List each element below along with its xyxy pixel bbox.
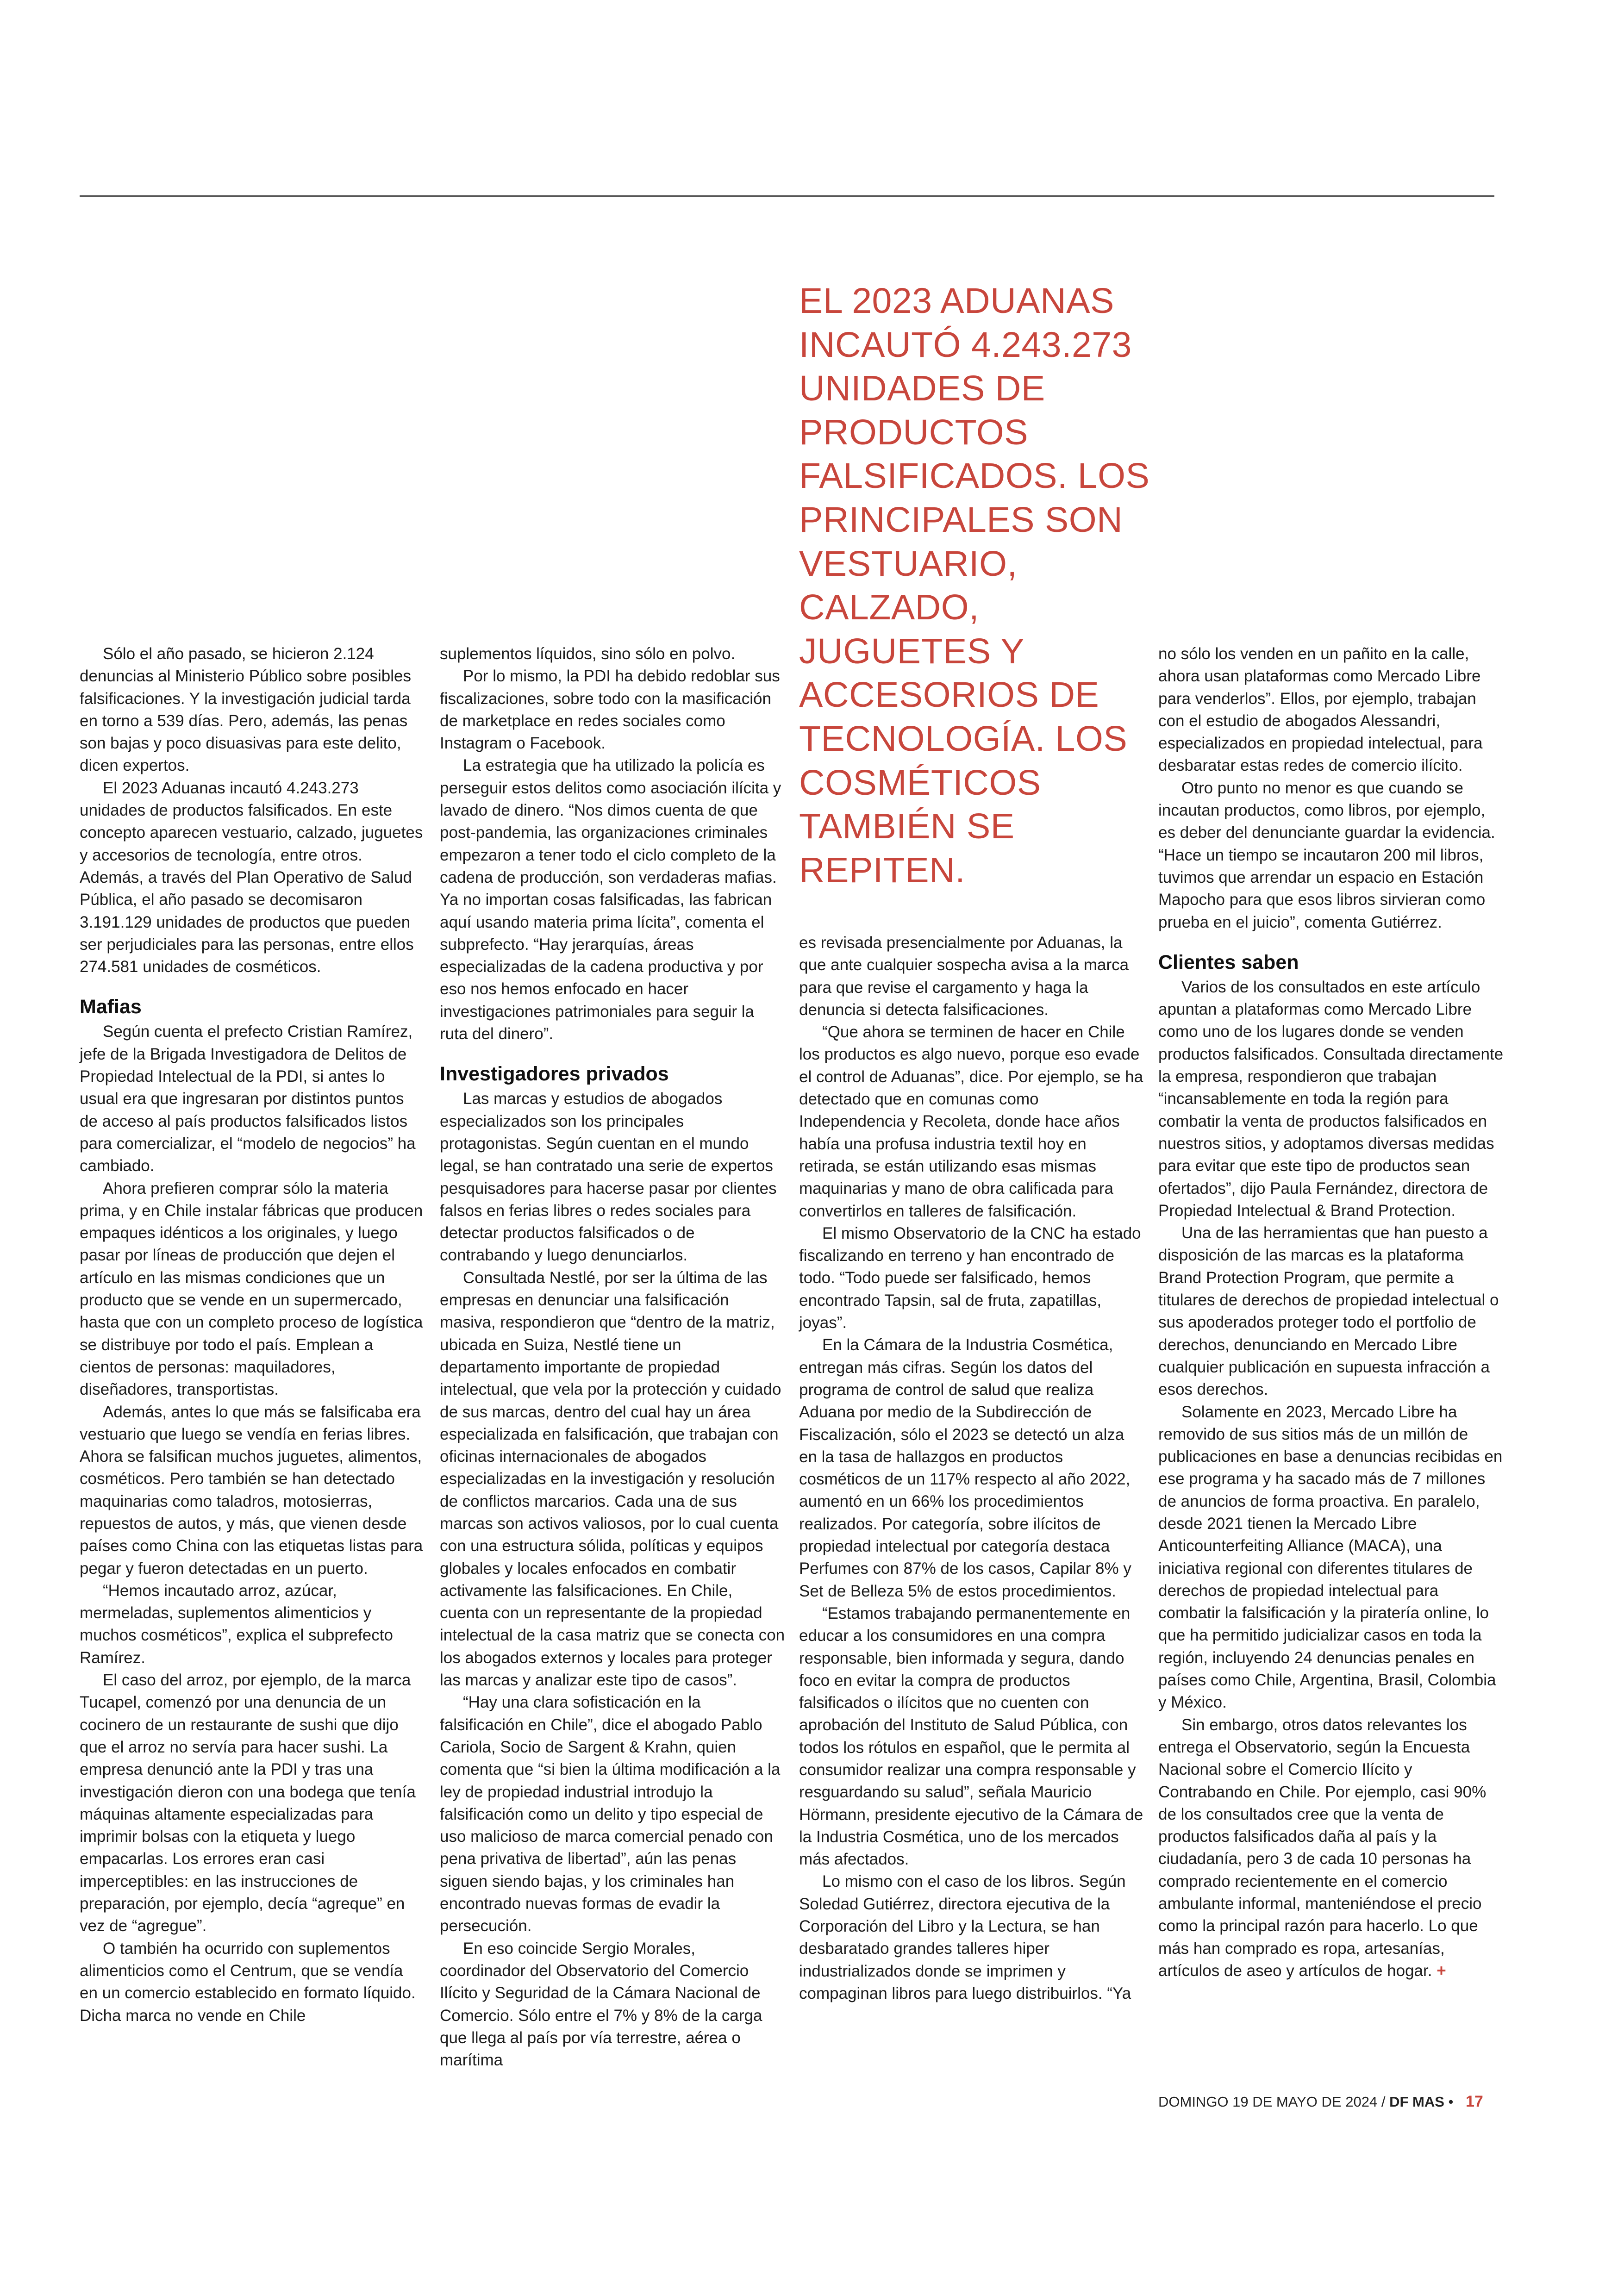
column-4 [1158,643,1504,1982]
paragraph: El 2023 Aduanas incautó 4.243.273 unidades de productos falsificados. En este concepto aparecen vestuario, calzado, juguetes y accesorios de tecnología, entre otros. Además, a través del Plan Operativo de Salud Pública, el año pasado se decomisaron 3.191.129 unidades de productos que pueden ser perjudiciales para las personas, entre ellos 274.581 unidades de cosméticos. [80,779,423,976]
paragraph: Lo mismo con el caso de los libros. Según Soledad Gutiérrez, directora ejecutiva de la Corporación del Libro y la Lectura, se han desbaratado grandes talleres hiper industrializados donde se imprimen y compaginan libros para luego distribuirlos. “Ya [799,1872,1131,2002]
paragraph: En la Cámara de la Industria Cosmética, entregan más cifras. Según los datos del programa de control de salud que realiza Aduana por medio de la Subdirección de Fiscalización, sólo el 2023 se detectó un alza en la tasa de hallazgos en productos cosméticos de un 117% respecto al año 2022, aumentó en un 66% los procedimientos realizados. Por categoría, sobre ilícitos de propiedad intelectual por categoría destaca Perfumes con 87% de los casos, Capilar 8% y Set de Belleza 5% de estos procedimientos. [799,1336,1131,1600]
paragraph: Sólo el año pasado, se hicieron 2.124 denuncias al Ministerio Público sobre posibles falsificaciones. Y la investigación judicial tarda en torno a 539 días. Pero, además, las penas son bajas y poco disuasivas para este delito, dicen expertos. [80,645,411,775]
paragraph-final [1158,1714,1504,1983]
paragraph: Según cuenta el prefecto Cristian Ramírez, jefe de la Brigada Investigadora de Delitos de Propiedad Intelectual de la PDI, si antes lo usual era que ingresaran por distintos puntos de acceso al país productos falsificados listos para comercializar, el “modelo de negocios” ha cambiado. [80,1023,416,1175]
top-rule [80,195,1494,197]
paragraph: Consultada Nestlé, por ser la última de las empresas en denunciar una falsificación masiva, respondieron que “dentro de la matriz, ubicada en Suiza, Nestlé tiene un departamento importante de propiedad intelectual, que vela por la protección y cuidado de sus marcas, dentro del cual hay un área especializada en falsificación, que trabajan con oficinas internacionales de abogados especializadas en la investigación y resolución de conflictos marcarios. Cada una de sus marcas son activos valiosos, por lo cual cuenta con una estructura sólida, políticas y equipos globales y locales enfocados en combatir activamente las falsificaciones. En Chile, cuenta con un representante de la propiedad intelectual de la casa matriz que se conecta con los abogados externos y locales para proteger las marcas y analizar este tipo de casos”. [440,1268,785,1690]
pull-quote [799,279,1151,892]
paragraph: “Hay una clara sofisticación en la falsificación en Chile”, dice el abogado Pablo Cariola, Socio de Sargent & Krahn, quien comenta que “si bien la última modificación a la ley de propiedad industrial introdujo la falsificación como un delito y tipo especial de uso malicioso de marca comercial penado con pena privativa de libertad”, aún las penas siguen siendo bajas, y los criminales han encontrado nuevas formas de evadir la persecución. [440,1693,781,1935]
paragraph: El mismo Observatorio de la CNC ha estado fiscalizando en terreno y han encontrado de todo. “Todo puede ser falsificado, hemos encontrado Tapsin, sal de fruta, zapatillas, joyas”. [799,1224,1141,1332]
section-heading-investigadores: Investigadores privados [440,1063,669,1085]
pull-quote-text: EL 2023 ADUANAS INCAUTÓ 4.243.273 UNIDADES DE PRODUCTOS FALSIFICADOS. LOS PRINCIPALES SON VESTUARIO, CALZADO, JUGUETES Y ACCESORIOS DE TECNOLOGÍA. LOS COSMÉTICOS TAMBIÉN SE REPITEN. [799,281,1150,890]
footer-date: DOMINGO 19 DE MAYO DE 2024 [1158,2094,1378,2110]
page-number: 17 [1466,2093,1483,2110]
paragraph: “Estamos trabajando permanentemente en educar a los consumidores en una compra responsable, bien informada y segura, dando foco en evitar la compra de productos falsificados o ilícitos que no cuenten con aprobación del Instituto de Salud Pública, con todos los rótulos en español, que le permita al consumidor realizar una compra responsable y resguardando su salud”, señala Mauricio Hörmann, presidente ejecutivo de la Cámara de la Industria Cosmética, uno de los mercados más afectados. [799,1604,1143,1869]
column-2 [440,643,785,2071]
paragraph: Además, antes lo que más se falsificaba era vestuario que luego se vendía en ferias libres. Ahora se falsifican muchos juguetes, alimentos, cosméticos. Pero también se han detectado maquinarias como taladros, motosierras, repuestos de autos, y más, que vienen desde países como China con las etiquetas listas para pegar y fueron detectadas en un puerto. [80,1403,423,1578]
paragraph: Solamente en 2023, Mercado Libre ha removido de sus sitios más de un millón de publicaciones en base a denuncias recibidas en ese programa y ha sacado más de 7 millones de anuncios de forma proactiva. En paralelo, desde 2021 tienen la Mercado Libre Anticounterfeiting Alliance (MACA), una iniciativa regional con diferentes titulares de derechos de propiedad intelectual para combatir la falsificación y la piratería online, lo que ha permitido judicializar casos en toda la región, incluyendo 24 denuncias penales en países como Chile, Argentina, Brasil, Colombia y México. [1158,1403,1503,1712]
footer-bullet: • [1448,2094,1454,2110]
footer-publication: DF MAS [1389,2094,1444,2110]
column-3 [799,932,1144,2005]
final-paragraph-text: Sin embargo, otros datos relevantes los entrega el Observatorio, según la Encuesta Nacional sobre el Comercio Ilícito y Contrabando en Chile. Por ejemplo, casi 90% de los consultados cree que la venta de productos falsificados daña al país y la ciudadanía, pero 3 de cada 10 personas ha comprado recientemente en el comercio ambulante informal, manteniéndose el precio como la principal razón para hacerlo. Lo que más han comprado es ropa, artesanías, artículos de aseo y artículos de hogar. [1158,1715,1487,1980]
paragraph: Las marcas y estudios de abogados especializados son los principales protagonistas. Según cuentan en el mundo legal, se han contratado una serie de expertos pesquisadores para hacerse pasar por clientes falsos en ferias libres o redes sociales para detectar productos falsificados o de contrabando y luego denunciarlos. [440,1090,777,1265]
paragraph: El caso del arroz, por ejemplo, de la marca Tucapel, comenzó por una denuncia de un cocinero de un restaurante de sushi que dijo que el arroz no servía para hacer sushi. La empresa denunció ante la PDI y tras una investigación dieron con una bodega que tenía máquinas altamente especializadas para imprimir bolsas con la etiqueta y luego empacarlas. Los errores eran casi imperceptibles: en las instrucciones de preparación, por ejemplo, decía “agreque” en vez de “agregue”. [80,1671,416,1935]
column-1 [80,643,425,2027]
page-footer [1158,2090,1494,2113]
paragraph: O también ha ocurrido con suplementos alimenticios como el Centrum, que se vendía en un comercio establecido en formato líquido. Dicha marca no vende en Chile [80,1939,416,2025]
paragraph-continued: es revisada presencialmente por Aduanas, la que ante cualquier sospecha avisa a la marca para que revise el cargamento y haga la denuncia si detecta falsificaciones. [799,934,1129,1019]
paragraph-continued: no sólo los venden en un pañito en la calle, ahora usan plataformas como Mercado Libre para venderlos”. Ellos, por ejemplo, trabajan con el estudio de abogados Alessandri, especializados en propiedad intelectual, para desbaratar estas redes de comercio ilícito. [1158,645,1483,775]
paragraph: Varios de los consultados en este artículo apuntan a plataformas como Mercado Libre como uno de los lugares donde se venden productos falsificados. Consultada directamente la empresa, respondieron que trabajan “incansablemente en toda la región para combatir la venta de productos falsificados en nuestros sitios, y adoptamos diversas medidas para evitar que este tipo de productos sean ofertados”, dijo Paula Fernández, directora de Propiedad Intelectual & Brand Protection. [1158,978,1504,1220]
section-heading-clientes: Clientes saben [1158,951,1299,973]
footer-separator: / [1381,2094,1386,2110]
paragraph: En eso coincide Sergio Morales, coordinador del Observatorio del Comercio Ilícito y Seguridad de la Cámara Nacional de Comercio. Sólo entre el 7% y 8% de la carga que llega al país por vía terrestre, aérea o marítima [440,1939,762,2070]
paragraph-continued: suplementos líquidos, sino sólo en polvo. [440,645,736,663]
paragraph: La estrategia que ha utilizado la policía es perseguir estos delitos como asociación ilícita y lavado de dinero. “Nos dimos cuenta de que post-pandemia, las organizaciones criminales empezaron a tener todo el ciclo completo de la cadena de producción, son verdaderas mafias. Ya no importan cosas falsificadas, las fabrican aquí usando materia prima lícita”, comenta el subprefecto. “Hay jerarquías, áreas especializadas de la cadena productiva y por eso nos hemos enfocado en hacer investigaciones patrimoniales para seguir la ruta del dinero”. [440,756,781,1043]
paragraph: Otro punto no menor es que cuando se incautan productos, como libros, por ejemplo, es deber del denunciante guardar la evidencia. “Hace un tiempo se incautaron 200 mil libros, tuvimos que arrendar un espacio en Estación Mapocho para que esos libros sirvieran como prueba en el juicio”, comenta Gutiérrez. [1158,779,1495,931]
paragraph: Por lo mismo, la PDI ha debido redoblar sus fiscalizaciones, sobre todo con la masificación de marketplace en redes sociales como Instagram o Facebook. [440,667,780,753]
end-mark-icon: + [1437,1961,1446,1980]
paragraph: Ahora prefieren comprar sólo la materia prima, y en Chile instalar fábricas que producen empaques idénticos a los originales, y luego pasar por líneas de producción que dejen el artículo en las mismas condiciones que un producto que se vende en un supermercado, hasta que con un completo proceso de logística se distribuye por todo el país. Emplean a cientos de personas: maquiladores, diseñadores, transportistas. [80,1179,423,1399]
paragraph: “Hemos incautado arroz, azúcar, mermeladas, suplementos alimenticios y muchos cosméticos”, explica el subprefecto Ramírez. [80,1581,393,1667]
paragraph: Una de las herramientas que han puesto a disposición de las marcas es la plataforma Brand Protection Program, que permite a titulares de derechos de propiedad intelectual o sus apoderados proteger todo el portfolio de derechos, denunciando en Mercado Libre cualquier publicación en supuesta infracción a esos derechos. [1158,1224,1499,1399]
section-heading-mafias: Mafias [80,996,142,1018]
paragraph: “Que ahora se terminen de hacer en Chile los productos es algo nuevo, porque eso evade el control de Aduanas”, dice. Por ejemplo, se ha detectado que en comunas como Independencia y Recoleta, donde hace años había una profusa industria textil hoy en retirada, se están utilizando esas mismas maquinarias y mano de obra calificada para convertirlos en talleres de falsificación. [799,1023,1143,1220]
